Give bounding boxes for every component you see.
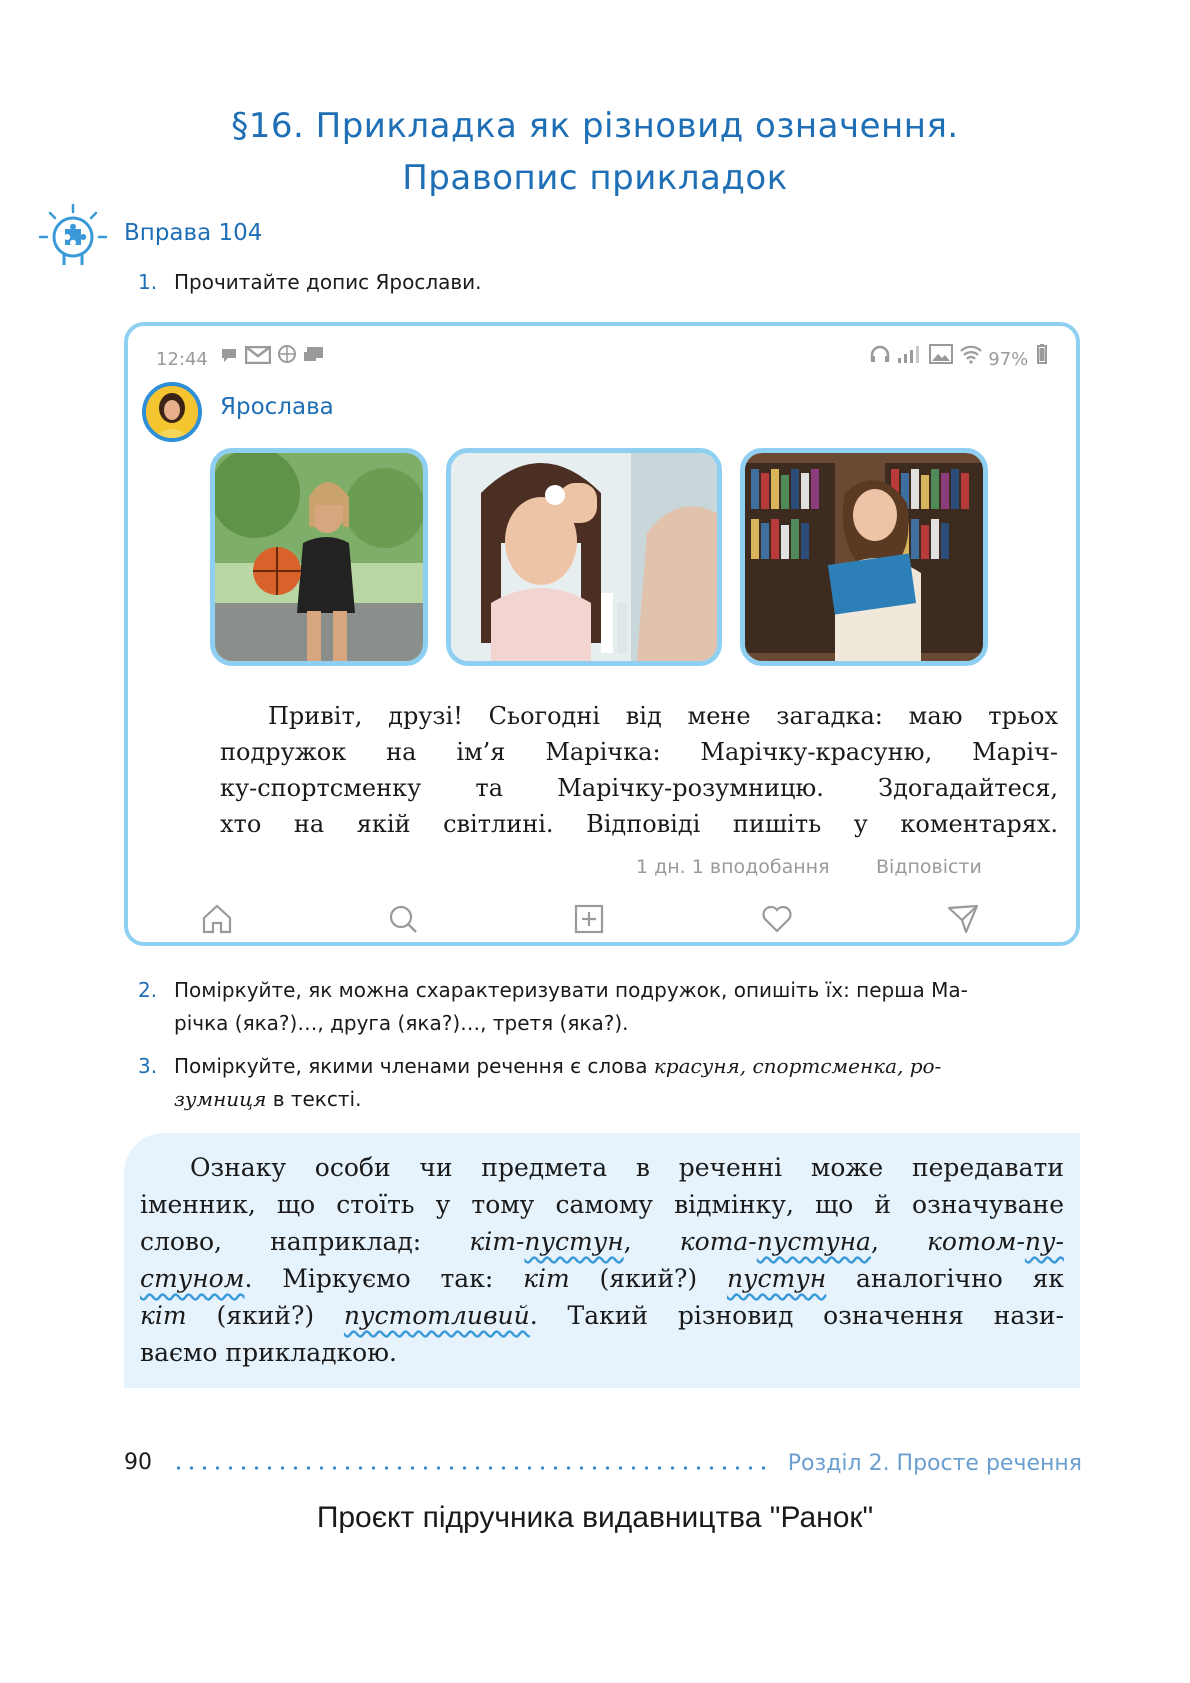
page-title — [0, 100, 1190, 204]
message-icon — [303, 346, 325, 364]
rule-text-span: , — [870, 1227, 927, 1256]
phone-post-frame — [124, 322, 1080, 946]
apposition-word: пустун — [524, 1227, 624, 1256]
girl-reading-image — [745, 453, 983, 661]
rule-line-5 — [140, 1297, 1064, 1334]
task-3-end: в тексті. — [266, 1087, 362, 1111]
title-line-1: §16. Прикладка як різновид означення. — [231, 106, 959, 146]
heart-icon[interactable] — [760, 902, 794, 936]
mail-icon — [245, 346, 271, 364]
post-line-3: ку-спортсменку та Марічку-розумницю. Здогадайтеся, — [220, 774, 1058, 802]
photo-basketball[interactable] — [210, 448, 428, 666]
battery-icon — [1036, 344, 1048, 364]
rule-line-6: ваємо прикладкою. — [140, 1338, 397, 1367]
example-word: кіт — [140, 1301, 187, 1330]
post-author-name[interactable]: Ярослава — [220, 394, 334, 420]
chat-bubble-icon — [220, 346, 240, 364]
home-icon[interactable] — [200, 902, 234, 936]
headphones-icon — [869, 344, 891, 364]
publisher-watermark: Проєкт підручника видавництва "Ранок" — [316, 1501, 874, 1534]
apposition-word: стуном — [140, 1264, 245, 1293]
puzzle-head-icon — [38, 203, 108, 273]
photo-beauty[interactable] — [446, 448, 722, 666]
reply-link[interactable]: Відповісти — [876, 856, 982, 878]
rule-box — [124, 1133, 1080, 1388]
basketball-girl-image — [215, 453, 423, 661]
rule-text-span: . Такий різновид означення нази- — [529, 1301, 1064, 1330]
post-line-1: Привіт, друзі! Сьогодні від мене загадка: маю трьох — [268, 702, 1058, 730]
avatar[interactable] — [142, 382, 202, 442]
photo-library[interactable] — [740, 448, 988, 666]
rule-text — [140, 1149, 1064, 1371]
task-1 — [138, 266, 482, 299]
task-2-line-1: Поміркуйте, як можна схарактеризувати подружок, опишіть їх: перша Ма- — [174, 978, 968, 1002]
rule-line-3 — [140, 1223, 1064, 1260]
footer-dotted-divider — [172, 1466, 770, 1470]
apposition-word: пустуна — [756, 1227, 871, 1256]
post-text — [220, 698, 1058, 842]
example-word: кіт — [523, 1264, 570, 1293]
task-2 — [138, 974, 968, 1040]
task-3 — [138, 1050, 941, 1116]
task-2-number: 2. — [138, 978, 158, 1002]
status-time: 12:44 — [156, 348, 208, 370]
rule-text-span: аналогічно як — [826, 1264, 1064, 1293]
task-2-line-2: річка (яка?)…, друга (яка?)…, третя (яка?). — [174, 1011, 629, 1035]
rule-text-span: слово, наприклад: — [140, 1227, 470, 1256]
example-word: котом- — [927, 1227, 1025, 1256]
avatar-photo — [146, 386, 198, 438]
status-bar — [156, 344, 1048, 372]
example-word: кіт- — [469, 1227, 525, 1256]
title-line-2: Правопис прикладок — [402, 158, 788, 198]
search-icon[interactable] — [386, 902, 420, 936]
rule-text-span: , — [623, 1227, 680, 1256]
add-icon[interactable] — [572, 902, 606, 936]
task-1-number: 1. — [138, 270, 158, 294]
task-1-text: Прочитайте допис Ярослави. — [174, 270, 482, 294]
apposition-word: пустун — [726, 1264, 827, 1293]
task-3-number: 3. — [138, 1054, 158, 1078]
rule-text-span: (який?) — [569, 1264, 727, 1293]
rule-text-span: . Міркуємо так: — [244, 1264, 524, 1293]
task-3-italic-1: красуня, спортсменка, ро- — [653, 1054, 942, 1078]
signal-icon — [897, 344, 923, 364]
post-meta: 1 дн. 1 вподобання — [636, 856, 830, 878]
rule-line-4 — [140, 1260, 1064, 1297]
rule-text-span: (який?) — [186, 1301, 344, 1330]
task-3-start: Поміркуйте, якими членами речення є слова — [174, 1054, 654, 1078]
rule-line-2: іменник, що стоїть у тому самому відмінку, що й означуване — [140, 1190, 1064, 1219]
battery-level: 97% — [988, 348, 1029, 370]
task-3-italic-2: зумниця — [174, 1087, 267, 1111]
wifi-icon — [959, 344, 983, 364]
rule-line-1: Ознаку особи чи предмета в реченні може передавати — [190, 1153, 1064, 1182]
post-line-4: хто на якій світлині. Відповіді пишіть у коментарях. — [220, 810, 1058, 838]
page-number: 90 — [124, 1450, 152, 1475]
send-icon[interactable] — [946, 902, 980, 936]
apposition-word: пустотливий — [343, 1301, 530, 1330]
image-icon — [929, 344, 953, 364]
example-word: кота- — [679, 1227, 757, 1256]
globe-icon — [277, 344, 297, 364]
girl-mirror-image — [451, 453, 717, 661]
exercise-label: Вправа 104 — [124, 220, 263, 246]
apposition-word: пу- — [1024, 1227, 1064, 1256]
post-line-2: подружок на ім’я Марічка: Марічку-красуню, Маріч- — [220, 738, 1058, 766]
section-title: Розділ 2. Просте речення — [787, 1451, 1082, 1476]
